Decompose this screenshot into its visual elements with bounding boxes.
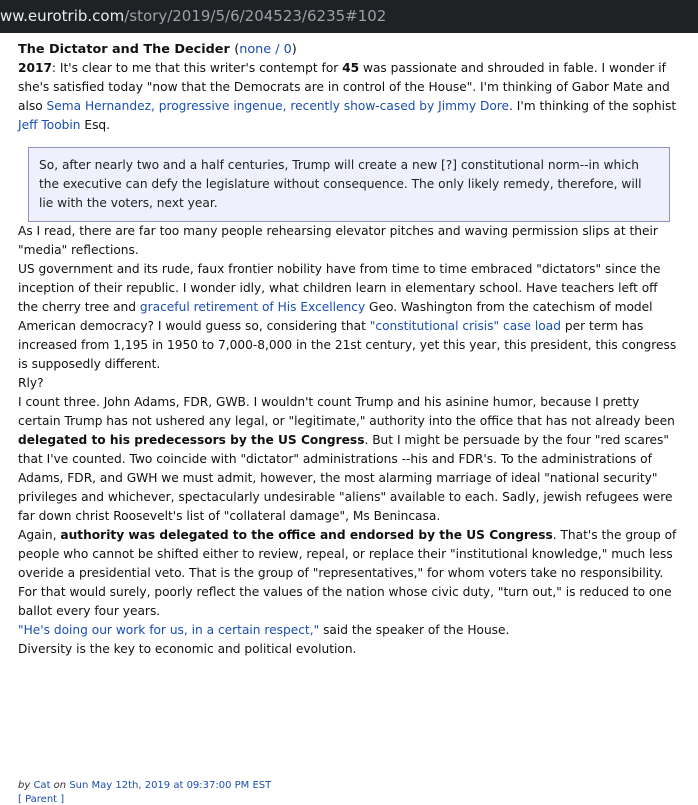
bold-text: delegated to his predecessors by the US Congress bbox=[18, 433, 365, 447]
paragraph-3 bbox=[18, 260, 680, 374]
paragraph-6 bbox=[18, 526, 680, 621]
link-sema-hernandez[interactable]: Sema Hernandez, progressive ingenue, recently show-cased by Jimmy Dore bbox=[46, 99, 510, 113]
comment-rating bbox=[234, 42, 297, 57]
bold-text: authority was delegated to the office and endorsed by the US Congress bbox=[60, 528, 553, 542]
paragraph-5 bbox=[18, 393, 680, 526]
rating-close: ) bbox=[291, 42, 297, 57]
link-speaker-quote[interactable]: "He's doing our work for us, in a certain respect," bbox=[18, 623, 320, 637]
paragraph-7 bbox=[18, 621, 680, 640]
text: was passionate and shrouded in fable. I wonder if she's satisfied today "now that the Democrats are in control of the House". I'm thinking of Gabor Mate and also bbox=[18, 61, 670, 113]
comment-title-line bbox=[18, 40, 680, 59]
rating-open: ( bbox=[234, 42, 240, 57]
year-lead: 2017 bbox=[18, 61, 52, 75]
link-jeff-toobin[interactable]: Jeff Toobin bbox=[18, 118, 81, 132]
bold-45: 45 bbox=[342, 61, 360, 75]
link-graceful-retirement[interactable]: graceful retirement of His Excellency bbox=[139, 300, 366, 314]
paragraph-8: Diversity is the key to economic and political evolution. bbox=[18, 642, 357, 656]
text: Geo. Washington from the catechism of model American democracy? I would guess so, considering that bbox=[18, 300, 653, 333]
comment-body bbox=[18, 40, 680, 659]
author-link[interactable]: Cat bbox=[33, 780, 51, 791]
timestamp: Sun May 12th, 2019 at 09:37:00 PM EST bbox=[69, 780, 272, 791]
text: per term has increased from 1,195 in 1950 to 7,000-8,000 in the 21st century, yet this year, this president, this congress is supposedly different. bbox=[18, 319, 677, 371]
text: : It's clear to me that this writer's contempt for bbox=[51, 61, 343, 75]
paragraph-4: Rly? bbox=[18, 376, 44, 390]
on-label: on bbox=[50, 780, 70, 791]
paragraph-2: As I read, there are far too many people rehearsing elevator pitches and waving permission slips at their "media" reflections. bbox=[18, 224, 658, 257]
comment-footer bbox=[18, 780, 271, 791]
url-path: /story/2019/5/6/204523/6235#102 bbox=[124, 7, 387, 25]
rating-link[interactable]: none / 0 bbox=[239, 42, 292, 57]
text: US government and its rude, faux frontier nobility have from time to time embraced "dictators" since the inception of their republic. I wonder idly, what children learn in elementary school. Have teachers left off the cherry tree and bbox=[18, 262, 661, 314]
parent-link[interactable]: [ Parent ] bbox=[18, 794, 65, 805]
by-label: by bbox=[18, 780, 34, 791]
text: said the speaker of the House. bbox=[319, 623, 510, 637]
link-constitutional-crisis[interactable]: "constitutional crisis" case load bbox=[369, 319, 561, 333]
text: Esq. bbox=[80, 118, 111, 132]
text: Again, bbox=[18, 528, 61, 542]
text: . But I might be persuade by the four "red scares" that I've counted. Two coincide with "dictator" administrations --his and FDR's. To the administrations of Adams, FDR, and GWH we must admit, however, the most alarming marriage of ideal "national security" privileges and whichever, spectacularly undesirable "aliens" available to each. Sadly, jewish refugees were far down christ Roosevelt's list of "collateral damage", Ms Benincasa. bbox=[18, 433, 673, 523]
url-host: ww.eurotrib.com bbox=[0, 7, 125, 25]
paragraph-1 bbox=[18, 59, 680, 135]
quote-block: So, after nearly two and a half centuries, Trump will create a new [?] constitutional norm--in which the executive can defy the legislature without consequence. The only likely remedy, therefore, will lie with the voters, next year. bbox=[28, 147, 670, 222]
text: . I'm thinking of the sophist bbox=[509, 99, 677, 113]
text: I count three. John Adams, FDR, GWB. I wouldn't count Trump and his asinine humor, because I pretty certain Trump has not ushered any legal, or "legitimate," authority into the office that has not already been bbox=[18, 395, 675, 428]
text: . That's the group of people who cannot be shifted either to review, repeal, or replace their "institutional knowledge," much less overide a presidential veto. That is the group of "representatives," for whom voters take no responsibility. For that would surely, poorly reflect the values of the nation whose civic duty, "turn out," is reduced to one ballot every four years. bbox=[18, 528, 677, 618]
comment-title: The Dictator and The Decider bbox=[18, 42, 230, 57]
address-bar[interactable] bbox=[0, 0, 698, 33]
